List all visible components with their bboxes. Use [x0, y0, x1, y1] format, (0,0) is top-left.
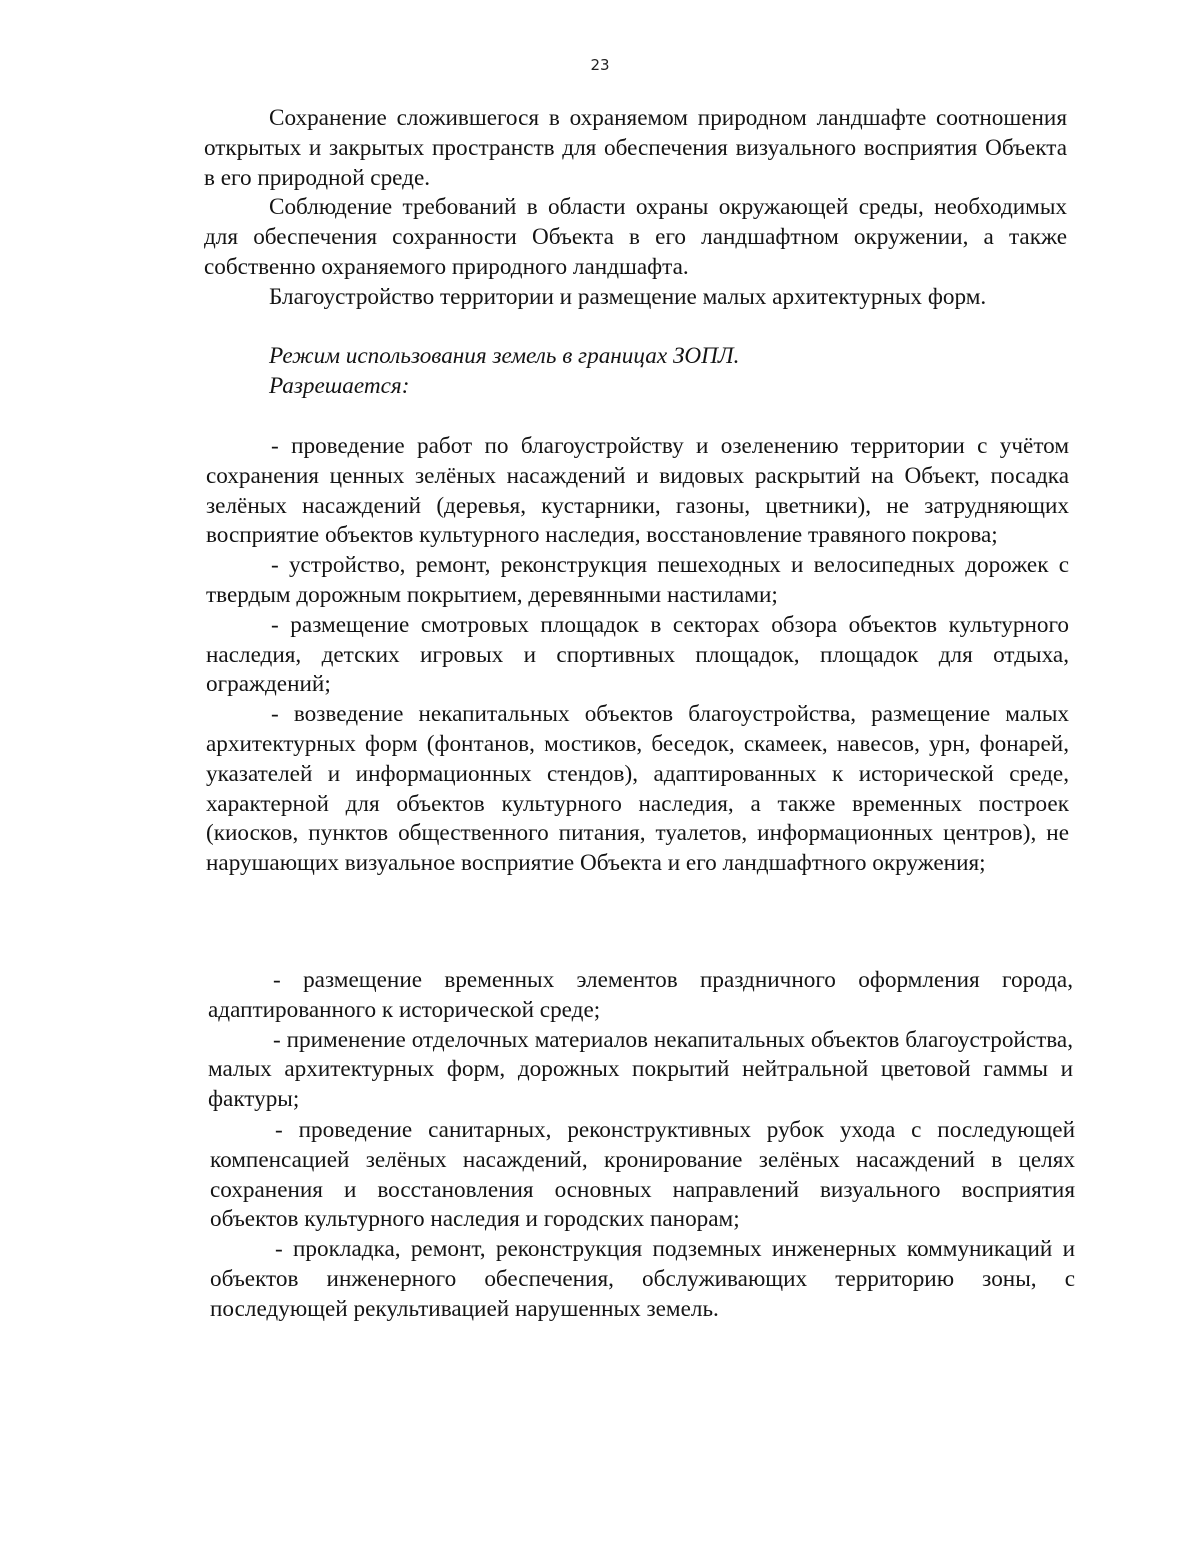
- allowed-list-part-3: [210, 1116, 1075, 1325]
- regime-heading: Режим использования земель в границах ЗОПЛ.: [269, 343, 740, 370]
- page-number: 23: [590, 56, 610, 74]
- list-item: - прокладка, ремонт, реконструкция подземных инженерных коммуникаций и объектов инженерного обеспечения, обслуживающих территорию зоны, с последующей рекультивацией нарушенных земель.: [210, 1236, 1075, 1322]
- paragraph-landscaping: Благоустройство территории и размещение малых архитектурных форм.: [269, 283, 987, 310]
- allowed-list-part-2: [208, 966, 1073, 1115]
- list-item: - проведение работ по благоустройству и озеленению территории с учётом сохранения ценных зелёных насаждений и видовых раскрытий на Объект, посадка зелёных насаждений (деревья, кустарники, газоны, цветники), не затрудняющих восприятие объектов культурного наследия, восстановление травяного покрова;: [206, 433, 1069, 549]
- list-item: - проведение санитарных, реконструктивных рубок ухода с последующей компенсацией зелёных насаждений, кронирование зелёных насаждений в целях сохранения и восстановления основных направлений визуального восприятия объектов культурного наследия и городских панорам;: [210, 1117, 1075, 1233]
- allowed-heading: Разрешается:: [269, 373, 410, 400]
- list-item: - возведение некапитальных объектов благоустройства, размещение малых архитектурных форм (фонтанов, мостиков, беседок, скамеек, навесов, урн, фонарей, указателей и информационных стендов), адаптированных к исторической среде, характерной для объектов культурного наследия, а также временных построек (киосков, пунктов общественного питания, туалетов, информационных центров), не нарушающих визуальное восприятие Объекта и его ландшафтного окружения;: [206, 701, 1069, 877]
- list-item: - устройство, ремонт, реконструкция пешеходных и велосипедных дорожек с твердым дорожным покрытием, деревянными настилами;: [206, 552, 1069, 608]
- list-item: - размещение временных элементов праздничного оформления города, адаптированного к исторической среде;: [208, 967, 1073, 1023]
- list-item: - применение отделочных материалов некапитальных объектов благоустройства, малых архитектурных форм, дорожных покрытий нейтральной цветовой гаммы и фактуры;: [208, 1026, 1073, 1113]
- list-item: - размещение смотровых площадок в секторах обзора объектов культурного наследия, детских игровых и спортивных площадок, площадок для отдыха, ограждений;: [206, 611, 1069, 698]
- intro-paragraphs: [204, 104, 1067, 402]
- paragraph-landscape-balance: Сохранение сложившегося в охраняемом природном ландшафте соотношения открытых и закрытых пространств для обеспечения визуального восприятия Объекта в его природной среде.: [204, 105, 1067, 191]
- allowed-list-part-1: [206, 432, 1069, 879]
- paragraph-environment-requirements: Соблюдение требований в области охраны окружающей среды, необходимых для обеспечения сохранности Объекта в его ландшафтном окружении, а также собственно охраняемого природного ландшафта.: [204, 194, 1067, 280]
